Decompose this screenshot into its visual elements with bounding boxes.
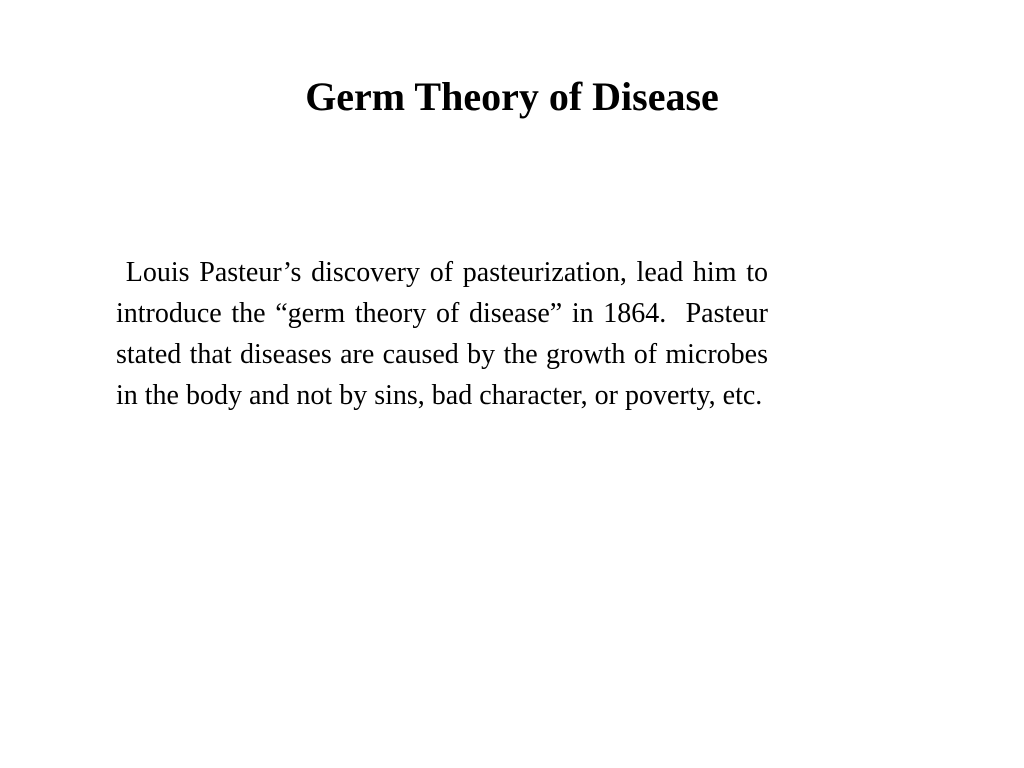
slide-title: Germ Theory of Disease bbox=[305, 74, 719, 119]
slide-body-text: Louis Pasteur’s discovery of pasteurization, lead him to introduce the “germ theory of disease” in 1864. Pasteur stated that diseases are caused by the growth of microbes in the body and not by sins, bad character, or poverty, etc. bbox=[116, 257, 768, 411]
